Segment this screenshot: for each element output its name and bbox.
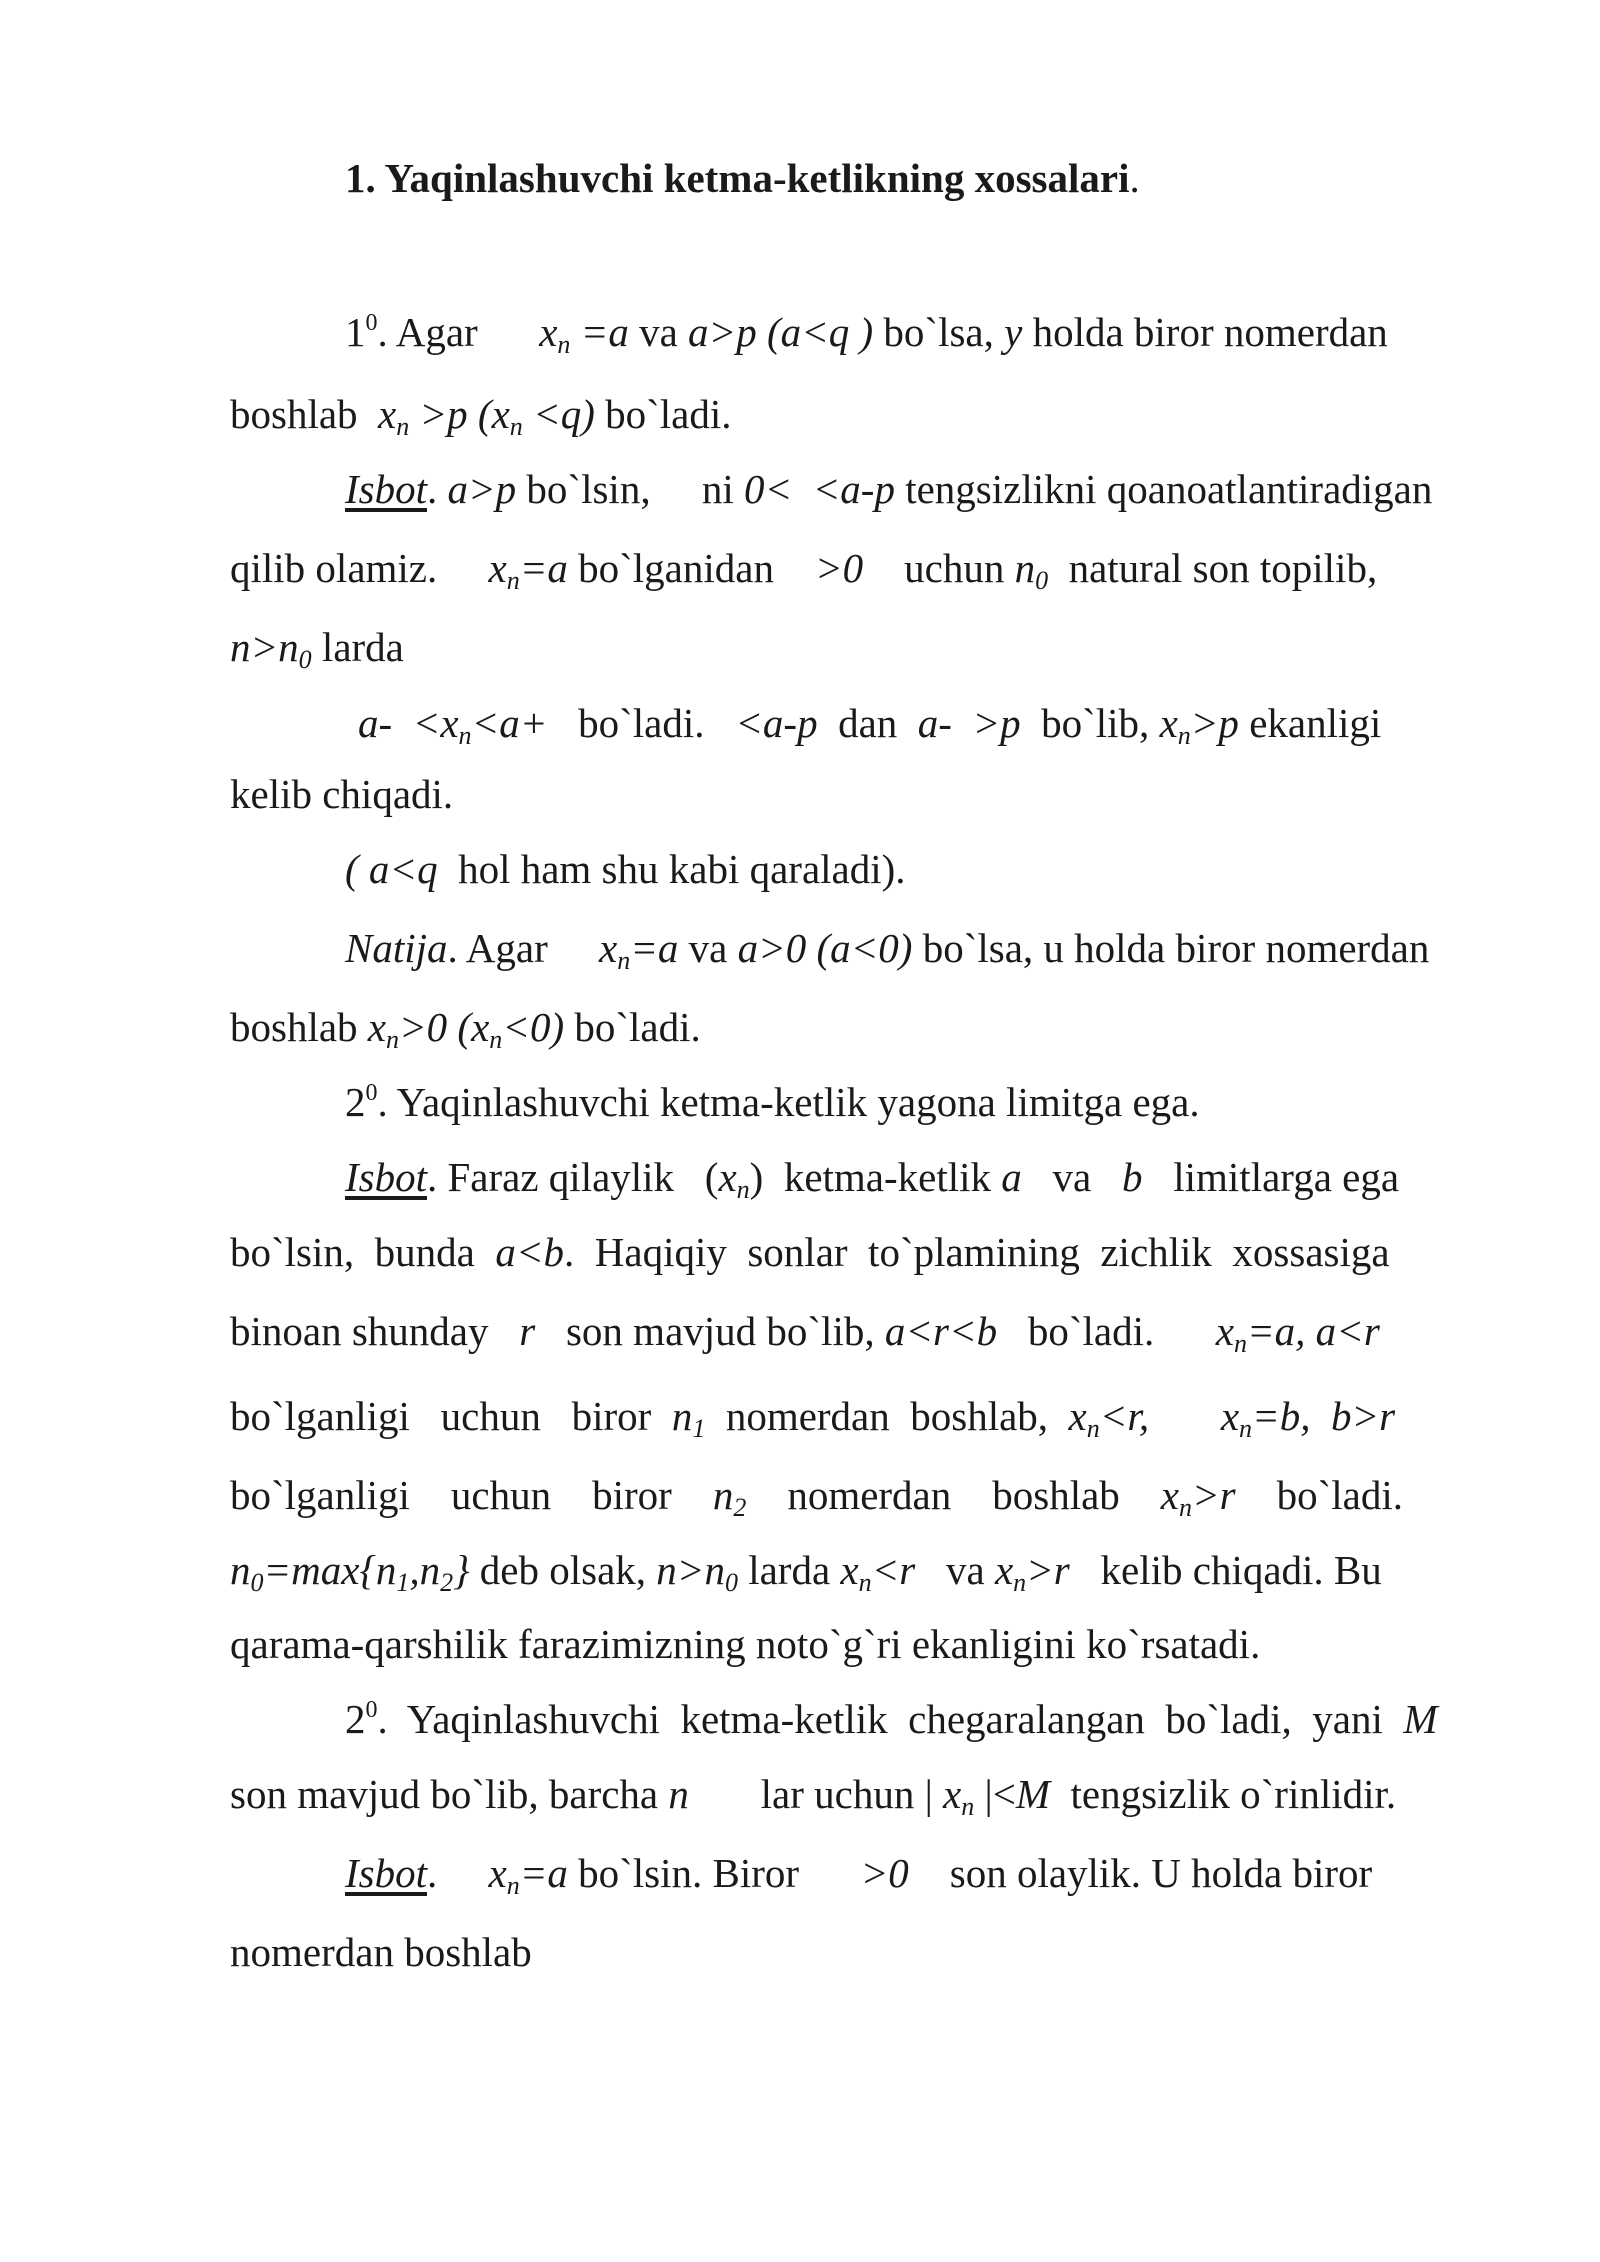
property-1-line-2: boshlab $x_n >p$ $(x_n <q)$ bo`ladi.: [230, 391, 732, 441]
proof-1-line-6: ( a<q hol ham shu kabi qaraladi).: [345, 846, 906, 892]
corollary-line-1: Natija. Agar $x_n=a$ va a>0 (a<0) bo`lsa, u holda biror nomerdan: [345, 925, 1430, 975]
proof-1-line-3: $n>n_0$ larda: [230, 624, 404, 674]
proof-2-line-2: bo`lsin, bunda a<b. Haqiqiy sonlar to`plamining zichlik xossasiga: [230, 1229, 1390, 1275]
proof-label: Isbot: [345, 1850, 427, 1896]
property-3-line-2: son mavjud bo`lib, barcha n lar uchun | $x_n$ |<M tengsizlik o`rinlidir.: [230, 1771, 1397, 1821]
proof-2-line-5: bo`lganligi uchun biror $n_2$ nomerdan boshlab $x_n>r$ bo`ladi.: [230, 1472, 1404, 1522]
proof-3-line-2: nomerdan boshlab: [230, 1929, 532, 1975]
proof-2-line-4: bo`lganligi uchun biror $n_1$ nomerdan boshlab, $x_n<r$, $x_n=b$, b>r: [230, 1393, 1396, 1443]
heading-number: 1.: [345, 155, 376, 201]
proof-1-line-4: $a- <x_n<a+$ bo`ladi. <a-p dan a- >p bo`lib, $x_n>p$ ekanligi: [358, 700, 1382, 750]
corollary-line-2: boshlab $x_n>0$ $(x_n<0)$ bo`ladi.: [230, 1004, 701, 1054]
proof-2-line-7: qarama-qarshilik farazimizning noto`g`ri ekanligini ko`rsatadi.: [230, 1621, 1261, 1667]
property-1-line-1: $1^0$. Agar $x_n =a$ va a>p (a<q ) bo`lsa, y holda biror nomerdan: [345, 309, 1388, 359]
proof-2-line-3: binoan shunday r son mavjud bo`lib, a<r<b bo`ladi. $x_n=a$, a<r: [230, 1308, 1380, 1358]
corollary-label: Natija: [345, 925, 448, 971]
proof-1-line-1: Isbot. a>p bo`lsin, ni 0< <a-p tengsizlikni qoanoatlantiradigan: [345, 466, 1433, 512]
heading-text: Yaqinlashuvchi ketma-ketlikning xossalari: [384, 155, 1130, 201]
section-heading: [345, 152, 1496, 204]
property-3-line-1: $2^0$. Yaqinlashuvchi ketma-ketlik chegaralangan bo`ladi, yani M: [345, 1696, 1438, 1742]
proof-1-line-2: qilib olamiz. $x_n=a$ bo`lganidan >0 uchun $n_0$ natural son topilib,: [230, 545, 1378, 595]
property-2-line: $2^0$. Yaqinlashuvchi ketma-ketlik yagona limitga ega.: [345, 1079, 1200, 1125]
proof-label: Isbot: [345, 1154, 427, 1200]
proof-2-line-1: Isbot. Faraz qilaylik $(x_n)$ ketma-ketlik a va b limitlarga ega: [345, 1154, 1400, 1204]
proof-3-line-1: Isbot. $x_n=a$ bo`lsin. Biror >0 son olaylik. U holda biror: [345, 1850, 1373, 1900]
proof-2-line-6: $n_0=\max\{n_1,n_2\}$ deb olsak, $n>n_0$ larda $x_n<r$ va $x_n>r$ kelib chiqadi. Bu: [230, 1547, 1382, 1597]
heading-dot: .: [1129, 155, 1140, 201]
proof-1-line-5: kelib chiqadi.: [230, 771, 454, 817]
proof-label: Isbot: [345, 466, 427, 512]
